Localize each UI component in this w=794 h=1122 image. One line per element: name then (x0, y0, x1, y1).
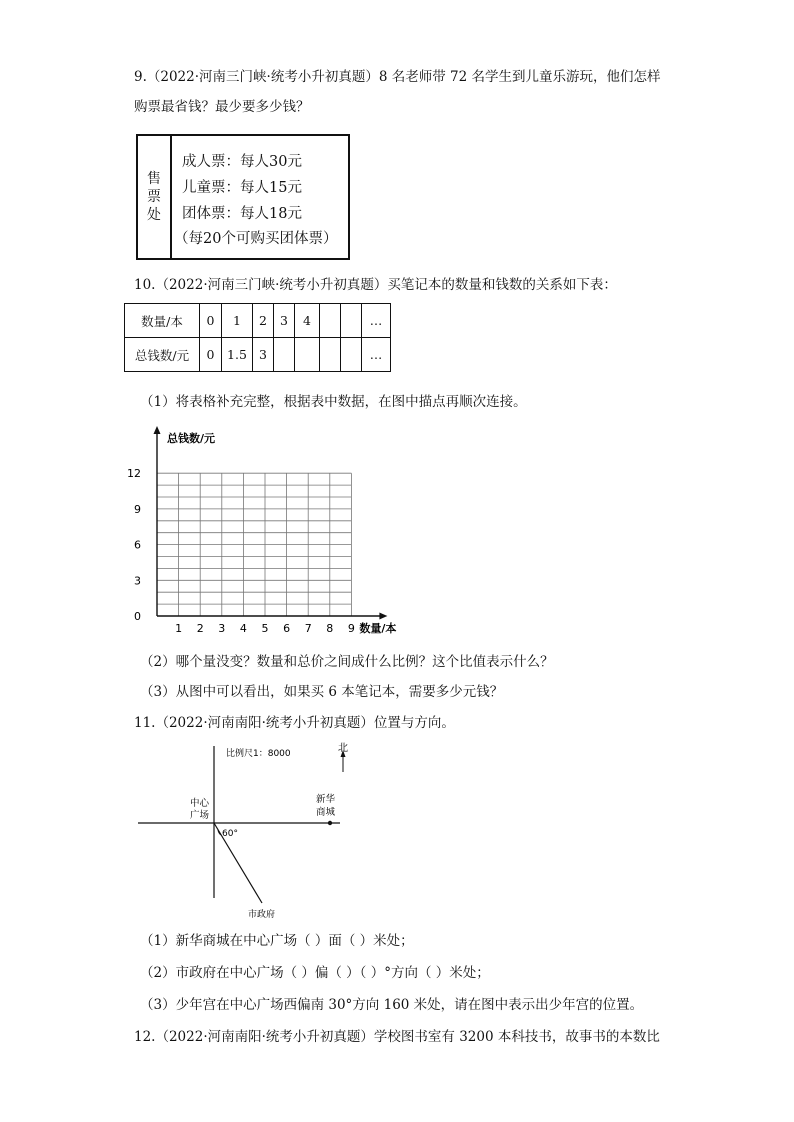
x-tick-label: 6 (283, 622, 291, 635)
q10-title: 10.（2022·河南三门峡·统考小升初真题）买笔记本的数量和钱数的关系如下表： (134, 277, 617, 293)
q10-sub1: （1）将表格补充完整，根据表中数据，在图中描点再顺次连接。 (140, 394, 527, 410)
angle-label: 60° (222, 829, 238, 839)
table-row (125, 304, 391, 338)
price-quantity-chart (120, 420, 420, 640)
q11-sub1: （1）新华商城在中心广场（ ）面（ ）米处； (140, 933, 414, 949)
x-axis-label: 数量/本 (359, 622, 397, 635)
q12-text-line1: 12.（2022·河南南阳·统考小升初真题）学校图书室有 3200 本科技书，故事书的本数比 (134, 1029, 660, 1045)
table-cell: 0 (200, 304, 222, 338)
q11-title: 11.（2022·河南南阳·统考小升初真题）位置与方向。 (134, 715, 455, 731)
y-tick-label: 0 (134, 610, 141, 623)
ticket-side-char: 售 (147, 171, 161, 187)
table-cell: … (362, 304, 391, 338)
x-tick-label: 8 (326, 622, 334, 635)
q11-sub2: （2）市政府在中心广场（ ）偏（ ）（ ）°方向（ ）米处； (140, 965, 490, 981)
y-tick-label: 3 (134, 574, 141, 588)
table-cell: 3 (253, 338, 274, 372)
adult-ticket-price: 成人票：每人30元 (182, 154, 302, 170)
table-cell (274, 338, 295, 372)
center-label-line2: 广场 (190, 810, 210, 821)
table-cell: 3 (274, 304, 295, 338)
table-row-header: 数量/本 (125, 304, 200, 338)
table-cell (320, 304, 341, 338)
group-ticket-note: （每20个可购买团体票） (174, 231, 338, 247)
q10-sub2: （2）哪个量没变？数量和总价之间成什么比例？这个比值表示什么？ (140, 654, 554, 670)
mall-label-line2: 商城 (316, 807, 336, 818)
table-cell: 2 (253, 304, 274, 338)
x-tick-label: 2 (196, 622, 204, 635)
child-ticket-price: 儿童票：每人15元 (182, 180, 302, 196)
q9-text-line1: 9.（2022·河南三门峡·统考小升初真题）8 名老师带 72 名学生到儿童乐游玩，他们怎样 (134, 69, 661, 85)
y-axis-arrow (154, 426, 161, 434)
table-cell (295, 338, 320, 372)
ticket-office-box (136, 134, 350, 260)
y-axis-label: 总钱数/元 (167, 432, 216, 445)
ticket-office-label (138, 136, 172, 258)
chart-axes (154, 426, 397, 635)
x-tick-label: 3 (218, 622, 226, 635)
table-cell: 1 (222, 304, 253, 338)
chart-grid (157, 473, 351, 616)
x-tick-label: 1 (175, 622, 183, 635)
x-tick-label: 7 (304, 622, 312, 635)
table-row (125, 338, 391, 372)
q11-sub3: （3）少年宫在中心广场西偏南 30°方向 160 米处，请在图中表示出少年宫的位置。 (140, 997, 644, 1013)
direction-map (130, 740, 360, 920)
y-tick-label: 12 (127, 467, 141, 481)
table-cell (341, 304, 362, 338)
mall-point (328, 821, 332, 825)
q9-text-line2: 购票最省钱？最少要多少钱？ (134, 99, 310, 115)
table-cell: 0 (200, 338, 222, 372)
gov-label: 市政府 (248, 910, 276, 920)
scale-label: 比例尺1：8000 (226, 749, 291, 759)
quantity-price-table (124, 303, 391, 372)
y-tick-label: 9 (134, 502, 141, 516)
ticket-side-char: 票 (147, 189, 161, 205)
table-row-header: 总钱数/元 (125, 338, 200, 372)
q10-sub3: （3）从图中可以看出，如果买 6 本笔记本，需要多少元钱？ (140, 684, 504, 700)
table-cell: … (362, 338, 391, 372)
mall-label-line1: 新华 (316, 794, 336, 805)
x-axis-arrow (379, 613, 387, 620)
x-tick-label: 9 (347, 622, 355, 635)
x-tick-label: 4 (239, 622, 247, 635)
table-cell: 1.5 (222, 338, 253, 372)
table-cell: 4 (295, 304, 320, 338)
north-label: 北 (338, 743, 348, 754)
table-cell (341, 338, 362, 372)
table-cell (320, 338, 341, 372)
x-tick-label: 5 (261, 622, 269, 635)
y-tick-label: 6 (134, 538, 141, 552)
group-ticket-price: 团体票：每人18元 (182, 206, 302, 222)
ticket-side-char: 处 (147, 207, 161, 223)
center-label-line1: 中心 (190, 798, 210, 809)
chart-ticks (127, 467, 355, 635)
